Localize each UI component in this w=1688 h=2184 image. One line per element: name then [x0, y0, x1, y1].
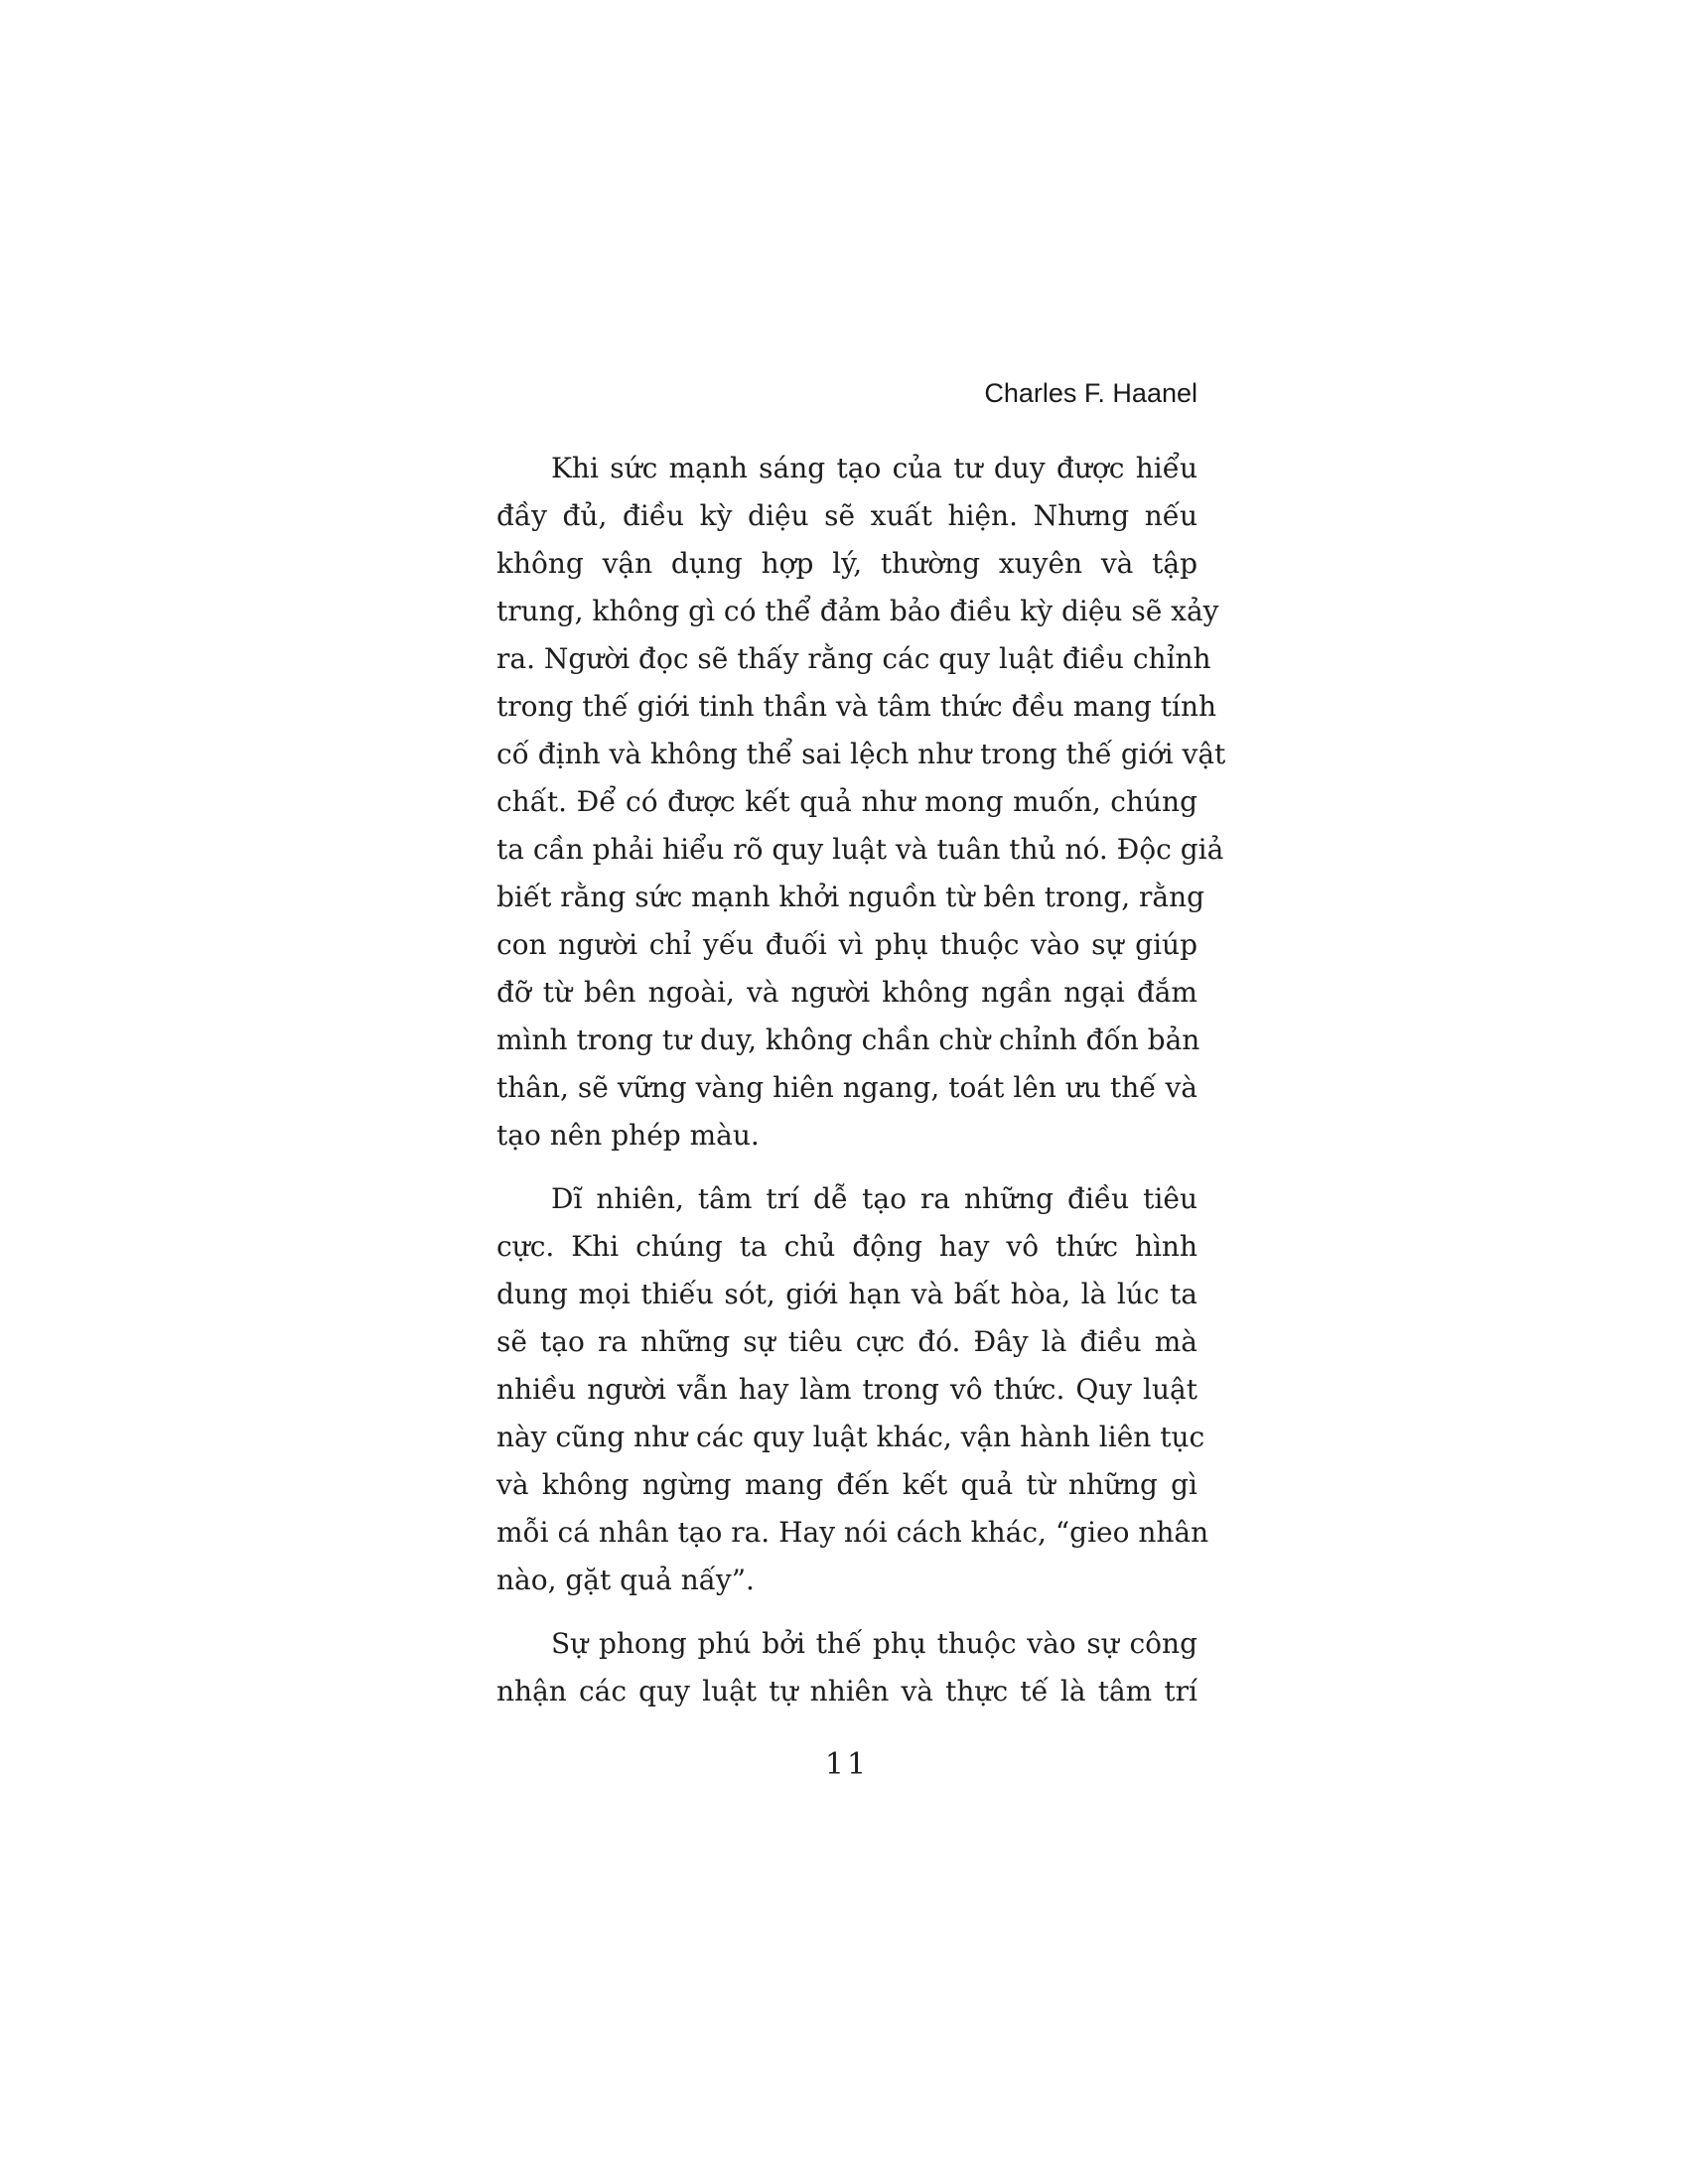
- paragraph-3: [496, 1620, 1197, 1715]
- text-line: đỡ từ bên ngoài, và người không ngần ngại đắm: [496, 976, 1197, 1009]
- text-line: biết rằng sức mạnh khởi nguồn từ bên trong, rằng: [496, 881, 1205, 913]
- body-text: [496, 445, 1226, 1715]
- page-number: 11: [824, 1747, 870, 1782]
- text-line: này cũng như các quy luật khác, vận hành liên tục: [496, 1421, 1205, 1453]
- text-line: ta cần phải hiểu rõ quy luật và tuân thủ nó. Độc giả: [496, 833, 1224, 866]
- text-line: nhiều người vẫn hay làm trong vô thức. Quy luật: [496, 1373, 1197, 1406]
- text-line: tạo nên phép màu.: [496, 1119, 760, 1152]
- text-line: mình trong tư duy, không chần chừ chỉnh đốn bản: [496, 1024, 1200, 1056]
- text-line: cố định và không thể sai lệch như trong thế giới vật: [496, 738, 1226, 770]
- text-line: chất. Để có được kết quả như mong muốn, chúng: [496, 785, 1197, 818]
- text-line: mỗi cá nhân tạo ra. Hay nói cách khác, “gieo nhân: [496, 1516, 1209, 1549]
- text-line: Khi sức mạnh sáng tạo của tư duy được hiểu: [551, 452, 1197, 484]
- text-line: nhận các quy luật tự nhiên và thực tế là tâm trí: [496, 1675, 1197, 1707]
- text-line: con người chỉ yếu đuối vì phụ thuộc vào sự giúp: [496, 928, 1197, 961]
- text-line: nào, gặt quả nấy”.: [496, 1564, 755, 1596]
- text-line: Dĩ nhiên, tâm trí dễ tạo ra những điều tiêu: [551, 1182, 1197, 1215]
- text-line: ra. Người đọc sẽ thấy rằng các quy luật điều chỉnh: [496, 642, 1211, 675]
- text-line: sẽ tạo ra những sự tiêu cực đó. Đây là điều mà: [496, 1325, 1197, 1358]
- text-line: cực. Khi chúng ta chủ động hay vô thức hình: [496, 1230, 1197, 1263]
- text-line: thân, sẽ vững vàng hiên ngang, toát lên ưu thế và: [496, 1071, 1197, 1104]
- text-line: đầy đủ, điều kỳ diệu sẽ xuất hiện. Nhưng nếu: [496, 499, 1197, 532]
- text-line: không vận dụng hợp lý, thường xuyên và tập: [496, 547, 1197, 580]
- paragraph-1: [496, 445, 1226, 1160]
- running-header-author: Charles F. Haanel: [984, 378, 1197, 408]
- text-line: và không ngừng mang đến kết quả từ những gì: [496, 1468, 1197, 1501]
- paragraph-2: [496, 1175, 1209, 1604]
- text-line: Sự phong phú bởi thế phụ thuộc vào sự công: [551, 1627, 1197, 1660]
- text-line: dung mọi thiếu sót, giới hạn và bất hòa, là lúc ta: [496, 1278, 1197, 1310]
- text-line: trung, không gì có thể đảm bảo điều kỳ diệu sẽ xảy: [496, 595, 1219, 627]
- text-line: trong thế giới tinh thần và tâm thức đều mang tính: [496, 690, 1217, 723]
